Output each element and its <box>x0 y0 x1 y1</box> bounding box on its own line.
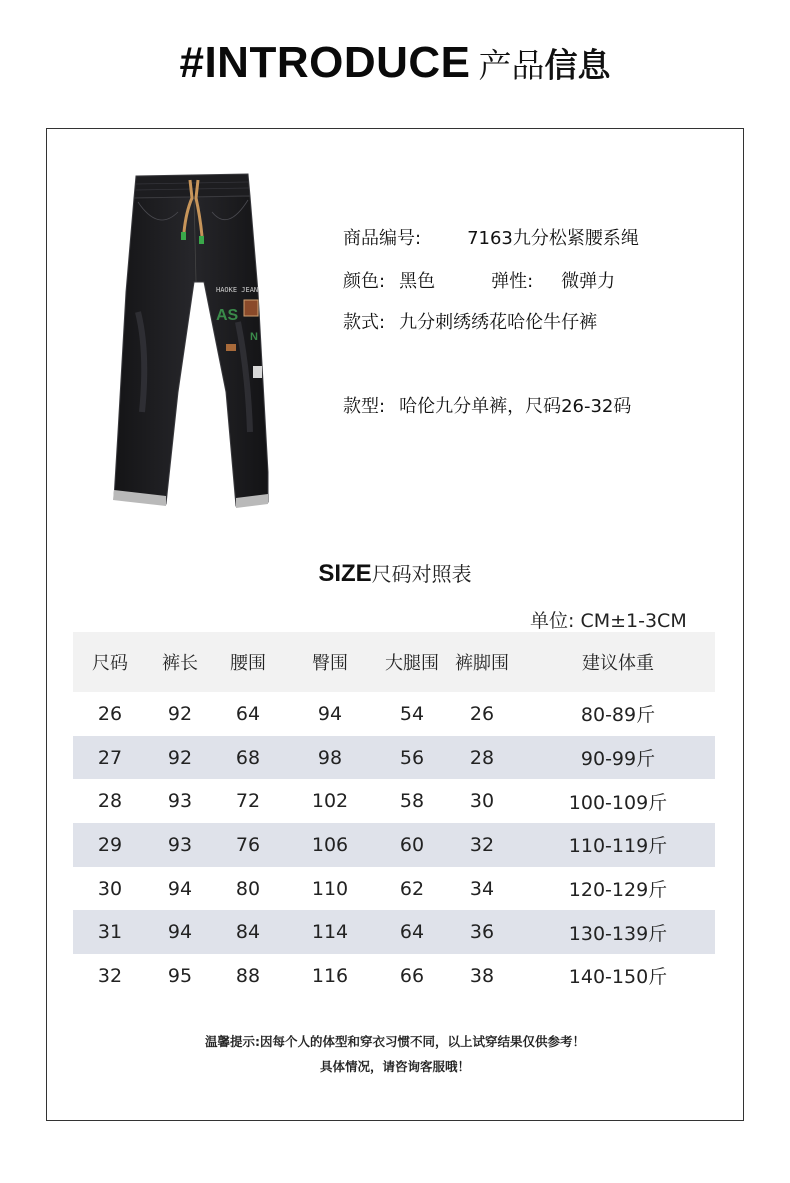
table-cell: 58 <box>399 790 425 813</box>
table-cell: 34 <box>469 877 495 900</box>
table-cell: 68 <box>235 746 261 769</box>
contact-note: 具体情况，请咨询客服哦！ <box>319 1059 470 1074</box>
table-cell: 94 <box>167 877 193 900</box>
warm-tip-label: 温馨提示: <box>204 1034 260 1049</box>
table-cell: 54 <box>399 702 425 725</box>
product-code-value: 7163九分松紧腰系绳 <box>467 228 639 249</box>
table-cell: 27 <box>97 746 123 769</box>
table-cell: 90-99斤 <box>580 748 656 771</box>
table-row <box>73 692 715 736</box>
table-cell: 92 <box>167 702 193 725</box>
table-cell: 92 <box>167 746 193 769</box>
header-cell: 臀围 <box>312 653 348 674</box>
style-label: 款式: <box>343 312 386 333</box>
table-row <box>73 823 715 867</box>
header-cell: 裤脚围 <box>455 653 509 674</box>
product-code-line <box>343 224 639 250</box>
table-cell: 116 <box>311 964 349 987</box>
header-title-en: #INTRODUCE <box>179 38 471 87</box>
fit-label: 款型: <box>343 396 386 417</box>
size-table <box>73 632 715 998</box>
table-cell: 93 <box>167 790 193 813</box>
table-row <box>73 910 715 954</box>
header-title-cn-light: 产品 <box>478 45 545 85</box>
patch-letter-n: N <box>250 331 258 343</box>
table-cell: 120-129斤 <box>568 879 668 902</box>
table-cell: 110 <box>311 877 349 900</box>
jeans-product-image <box>108 172 278 512</box>
table-cell: 26 <box>97 702 123 725</box>
product-code-label: 商品编号: <box>343 228 422 249</box>
color-value: 黑色 <box>399 271 436 292</box>
elastic-label: 弹性: <box>491 271 534 292</box>
unit-note: 单位: CM±1-3CM <box>530 610 687 632</box>
header-cell: 建议体重 <box>582 653 654 674</box>
table-cell: 80-89斤 <box>580 704 656 727</box>
warm-tip-text: 因每个人的体型和穿衣习惯不同，以上试穿结果仅供参考！ <box>259 1034 585 1049</box>
table-cell: 32 <box>469 833 495 856</box>
table-cell: 26 <box>469 702 495 725</box>
table-cell: 88 <box>235 964 261 987</box>
table-cell: 38 <box>469 964 495 987</box>
size-title-cn: 尺码对照表 <box>371 562 472 586</box>
table-cell: 84 <box>235 921 261 944</box>
table-cell: 28 <box>469 746 495 769</box>
table-cell: 114 <box>311 921 349 944</box>
table-cell: 66 <box>399 964 425 987</box>
table-cell: 60 <box>399 833 425 856</box>
table-cell: 76 <box>235 833 261 856</box>
table-cell: 100-109斤 <box>568 791 668 814</box>
table-cell: 94 <box>317 702 343 725</box>
table-cell: 30 <box>97 877 123 900</box>
table-cell: 28 <box>97 790 123 813</box>
color-elastic-line <box>343 267 615 293</box>
size-title-en: SIZE <box>318 560 372 587</box>
table-cell: 98 <box>317 746 343 769</box>
table-cell: 106 <box>311 833 349 856</box>
header-title-cn-bold: 信息 <box>544 45 611 85</box>
size-chart-title <box>0 558 790 588</box>
table-cell: 140-150斤 <box>568 966 668 989</box>
elastic-value: 微弹力 <box>561 271 616 292</box>
table-cell: 94 <box>167 921 193 944</box>
table-cell: 110-119斤 <box>568 835 668 858</box>
table-cell: 72 <box>235 790 261 813</box>
table-cell: 30 <box>469 790 495 813</box>
header-cell: 裤长 <box>162 653 198 674</box>
table-cell: 80 <box>235 877 261 900</box>
table-header-row <box>73 632 715 692</box>
table-row <box>73 867 715 911</box>
header-cell: 腰围 <box>230 653 266 674</box>
table-cell: 93 <box>167 833 193 856</box>
table-row <box>73 736 715 780</box>
patch-letters-as: AS <box>216 307 239 324</box>
warm-tip-note <box>0 1032 790 1050</box>
table-cell: 64 <box>399 921 425 944</box>
table-cell: 95 <box>167 964 193 987</box>
patch-tag-text: HAOKE JEAN <box>216 286 259 294</box>
table-cell: 64 <box>235 702 261 725</box>
table-row <box>73 954 715 998</box>
header-cell: 大腿围 <box>385 653 439 674</box>
table-row <box>73 779 715 823</box>
fit-line <box>343 392 631 418</box>
style-line <box>343 308 597 334</box>
table-cell: 102 <box>311 790 349 813</box>
table-cell: 29 <box>97 833 123 856</box>
fit-value: 哈伦九分单裤，尺码26-32码 <box>399 396 632 417</box>
color-label: 颜色: <box>343 271 386 292</box>
table-cell: 31 <box>97 921 123 944</box>
style-value: 九分刺绣绣花哈伦牛仔裤 <box>399 312 598 333</box>
page-header <box>0 38 790 88</box>
table-cell: 36 <box>469 921 495 944</box>
table-cell: 56 <box>399 746 425 769</box>
table-cell: 130-139斤 <box>568 922 668 945</box>
table-cell: 62 <box>399 877 425 900</box>
header-cell: 尺码 <box>92 653 128 674</box>
table-cell: 32 <box>97 964 123 987</box>
